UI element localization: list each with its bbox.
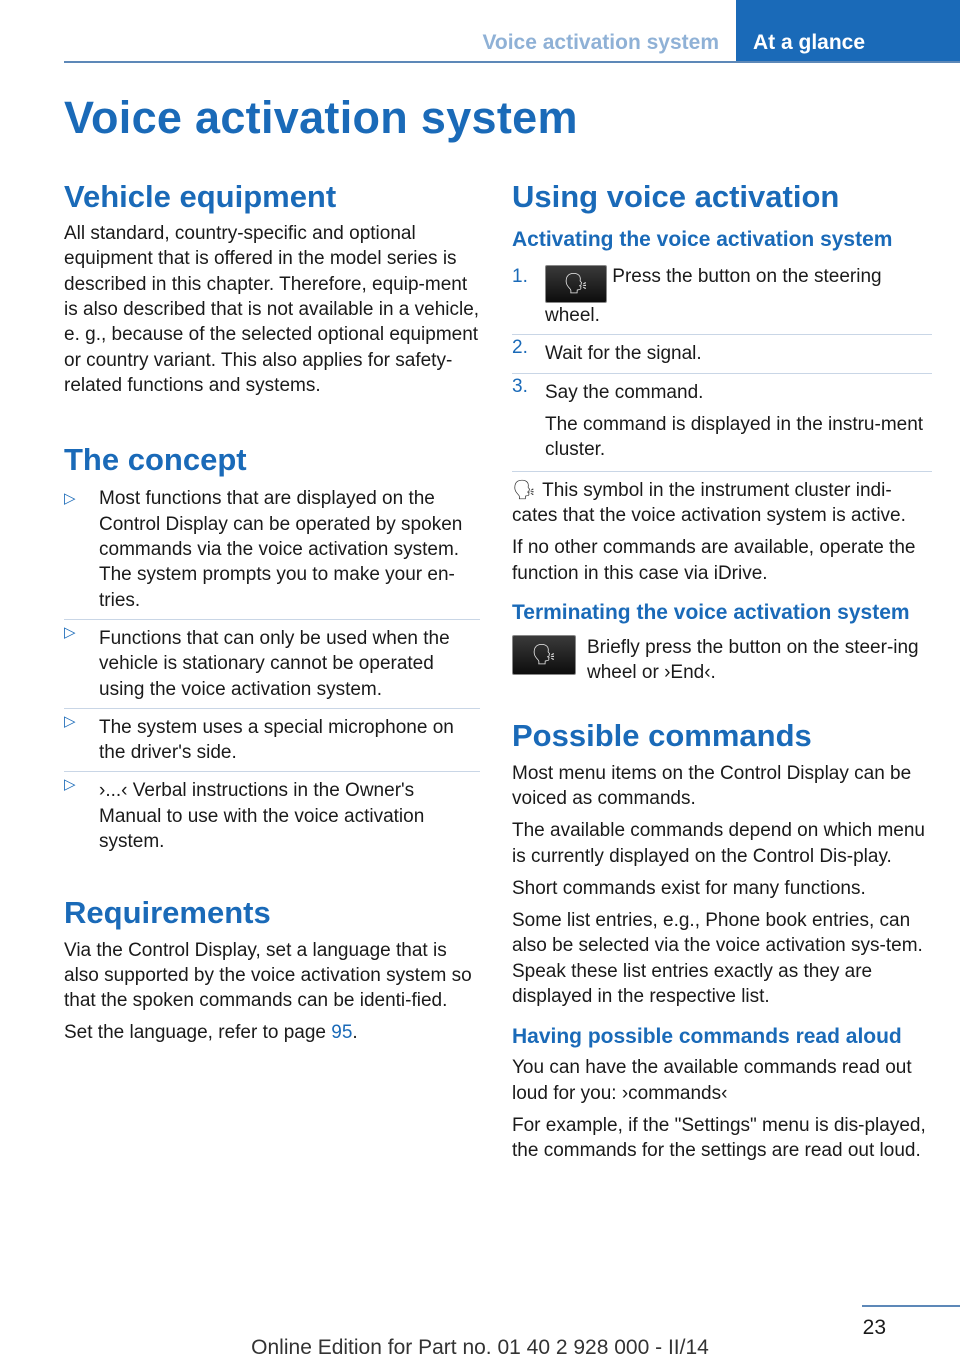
activation-steps <box>512 264 932 462</box>
terminating-heading: Terminating the voice activation system <box>512 600 910 624</box>
step-text: Press the button on the steering wheel. <box>545 266 882 327</box>
list-item <box>512 264 932 328</box>
reference-end: . <box>352 1022 358 1044</box>
header-rule <box>64 61 960 63</box>
triangle-bullet-icon: ▷ <box>64 712 76 730</box>
requirements-text: Via the Control Display, set a language that is also supported by the voice activation system so that the spoken commands can be identi‐fied. <box>64 939 472 1012</box>
page-number: 23 <box>862 1316 886 1339</box>
vehicle-equipment-text: All standard, country-specific and optional equipment that is offered in the model series is described in this chapter. Therefore, equip‐ment is also described that is not available in a vehicle, e. g., because of the selected optional equipment or country variant. This also applies for safety-related functions and systems. <box>64 223 480 396</box>
voice-button-icon: 🗣 <box>512 635 576 675</box>
voice-active-icon: 🗣 <box>512 479 537 501</box>
possible-commands-text: Most menu items on the Control Display can be voiced as commands. <box>512 762 912 809</box>
reference-text: Set the language, refer to page <box>64 1022 332 1044</box>
possible-commands-text: Short commands exist for many functions. <box>512 877 866 899</box>
step-number: 3. <box>512 375 528 397</box>
triangle-bullet-icon: ▷ <box>64 776 76 794</box>
voice-button-icon: 🗣 <box>545 265 607 303</box>
header-chapter-tab: At a glance <box>736 0 960 62</box>
list-item <box>64 708 480 766</box>
read-aloud-text: You can have the available commands read out loud for you: ›commands‹ <box>512 1057 912 1104</box>
list-item <box>64 619 480 702</box>
concept-list <box>64 486 480 854</box>
right-column <box>512 178 932 1164</box>
list-item <box>512 334 932 366</box>
activating-heading: Activating the voice activation system <box>512 228 893 252</box>
terminating-text: Briefly press the button on the steer‐ing wheel or ›End‹. <box>587 636 919 684</box>
symbol-note-text: This symbol in the instrument cluster indi‐cates that the voice activation system is active. <box>512 479 906 526</box>
possible-commands-heading: Possible commands <box>512 718 812 754</box>
page-link[interactable]: 95 <box>331 1022 353 1044</box>
triangle-bullet-icon: ▷ <box>64 623 76 641</box>
list-item-text: The system uses a special microphone on the driver's side. <box>99 716 454 764</box>
step-text: Wait for the signal. <box>545 343 702 365</box>
footer-edition: Online Edition for Part no. 01 40 2 928 000 - II/14 <box>251 1336 709 1359</box>
list-item <box>64 771 480 854</box>
possible-commands-text: Some list entries, e.g., Phone book entries, can also be selected via the voice activation sys‐tem. Speak these list entries exactly as they are displayed in the respective list. <box>512 910 923 1008</box>
terminating-row <box>512 635 932 686</box>
header-section-label: Voice activation system <box>482 31 719 54</box>
step-detail: The command is displayed in the instru‐ment cluster. <box>545 414 924 461</box>
list-item-text: Most functions that are displayed on the Control Display can be operated by spoken commands via the voice activation system. The system prompts you to make your en‐tries. <box>99 488 463 611</box>
possible-commands-text: The available commands depend on which menu is currently displayed on the Control Dis‐play. <box>512 820 925 867</box>
vehicle-equipment-heading: Vehicle equipment <box>64 179 337 214</box>
step-number: 2. <box>512 337 528 359</box>
footer-rule <box>862 1305 960 1307</box>
page-title: Voice activation system <box>64 92 578 143</box>
list-item <box>512 373 932 463</box>
concept-heading: The concept <box>64 442 247 478</box>
using-voice-heading: Using voice activation <box>512 179 840 214</box>
read-aloud-text: For example, if the "Settings" menu is dis‐played, the commands for the settings are read out loud. <box>512 1114 926 1162</box>
left-column <box>64 178 480 1046</box>
read-aloud-heading: Having possible commands read aloud <box>512 1025 902 1049</box>
requirements-reference <box>64 1020 480 1045</box>
fallback-note: If no other commands are available, operate the function in this case via iDrive. <box>512 537 916 584</box>
list-item-text: ›...‹ Verbal instructions in the Owner's Manual to use with the voice activation system. <box>99 780 425 853</box>
requirements-heading: Requirements <box>64 895 271 931</box>
step-number: 1. <box>512 266 528 288</box>
triangle-bullet-icon: ▷ <box>64 490 76 508</box>
step-text: Say the command. <box>545 381 704 403</box>
list-item-text: Functions that can only be used when the vehicle is stationary cannot be operated using the voice activation system. <box>99 627 450 700</box>
list-item <box>64 486 480 612</box>
symbol-note <box>512 471 932 529</box>
